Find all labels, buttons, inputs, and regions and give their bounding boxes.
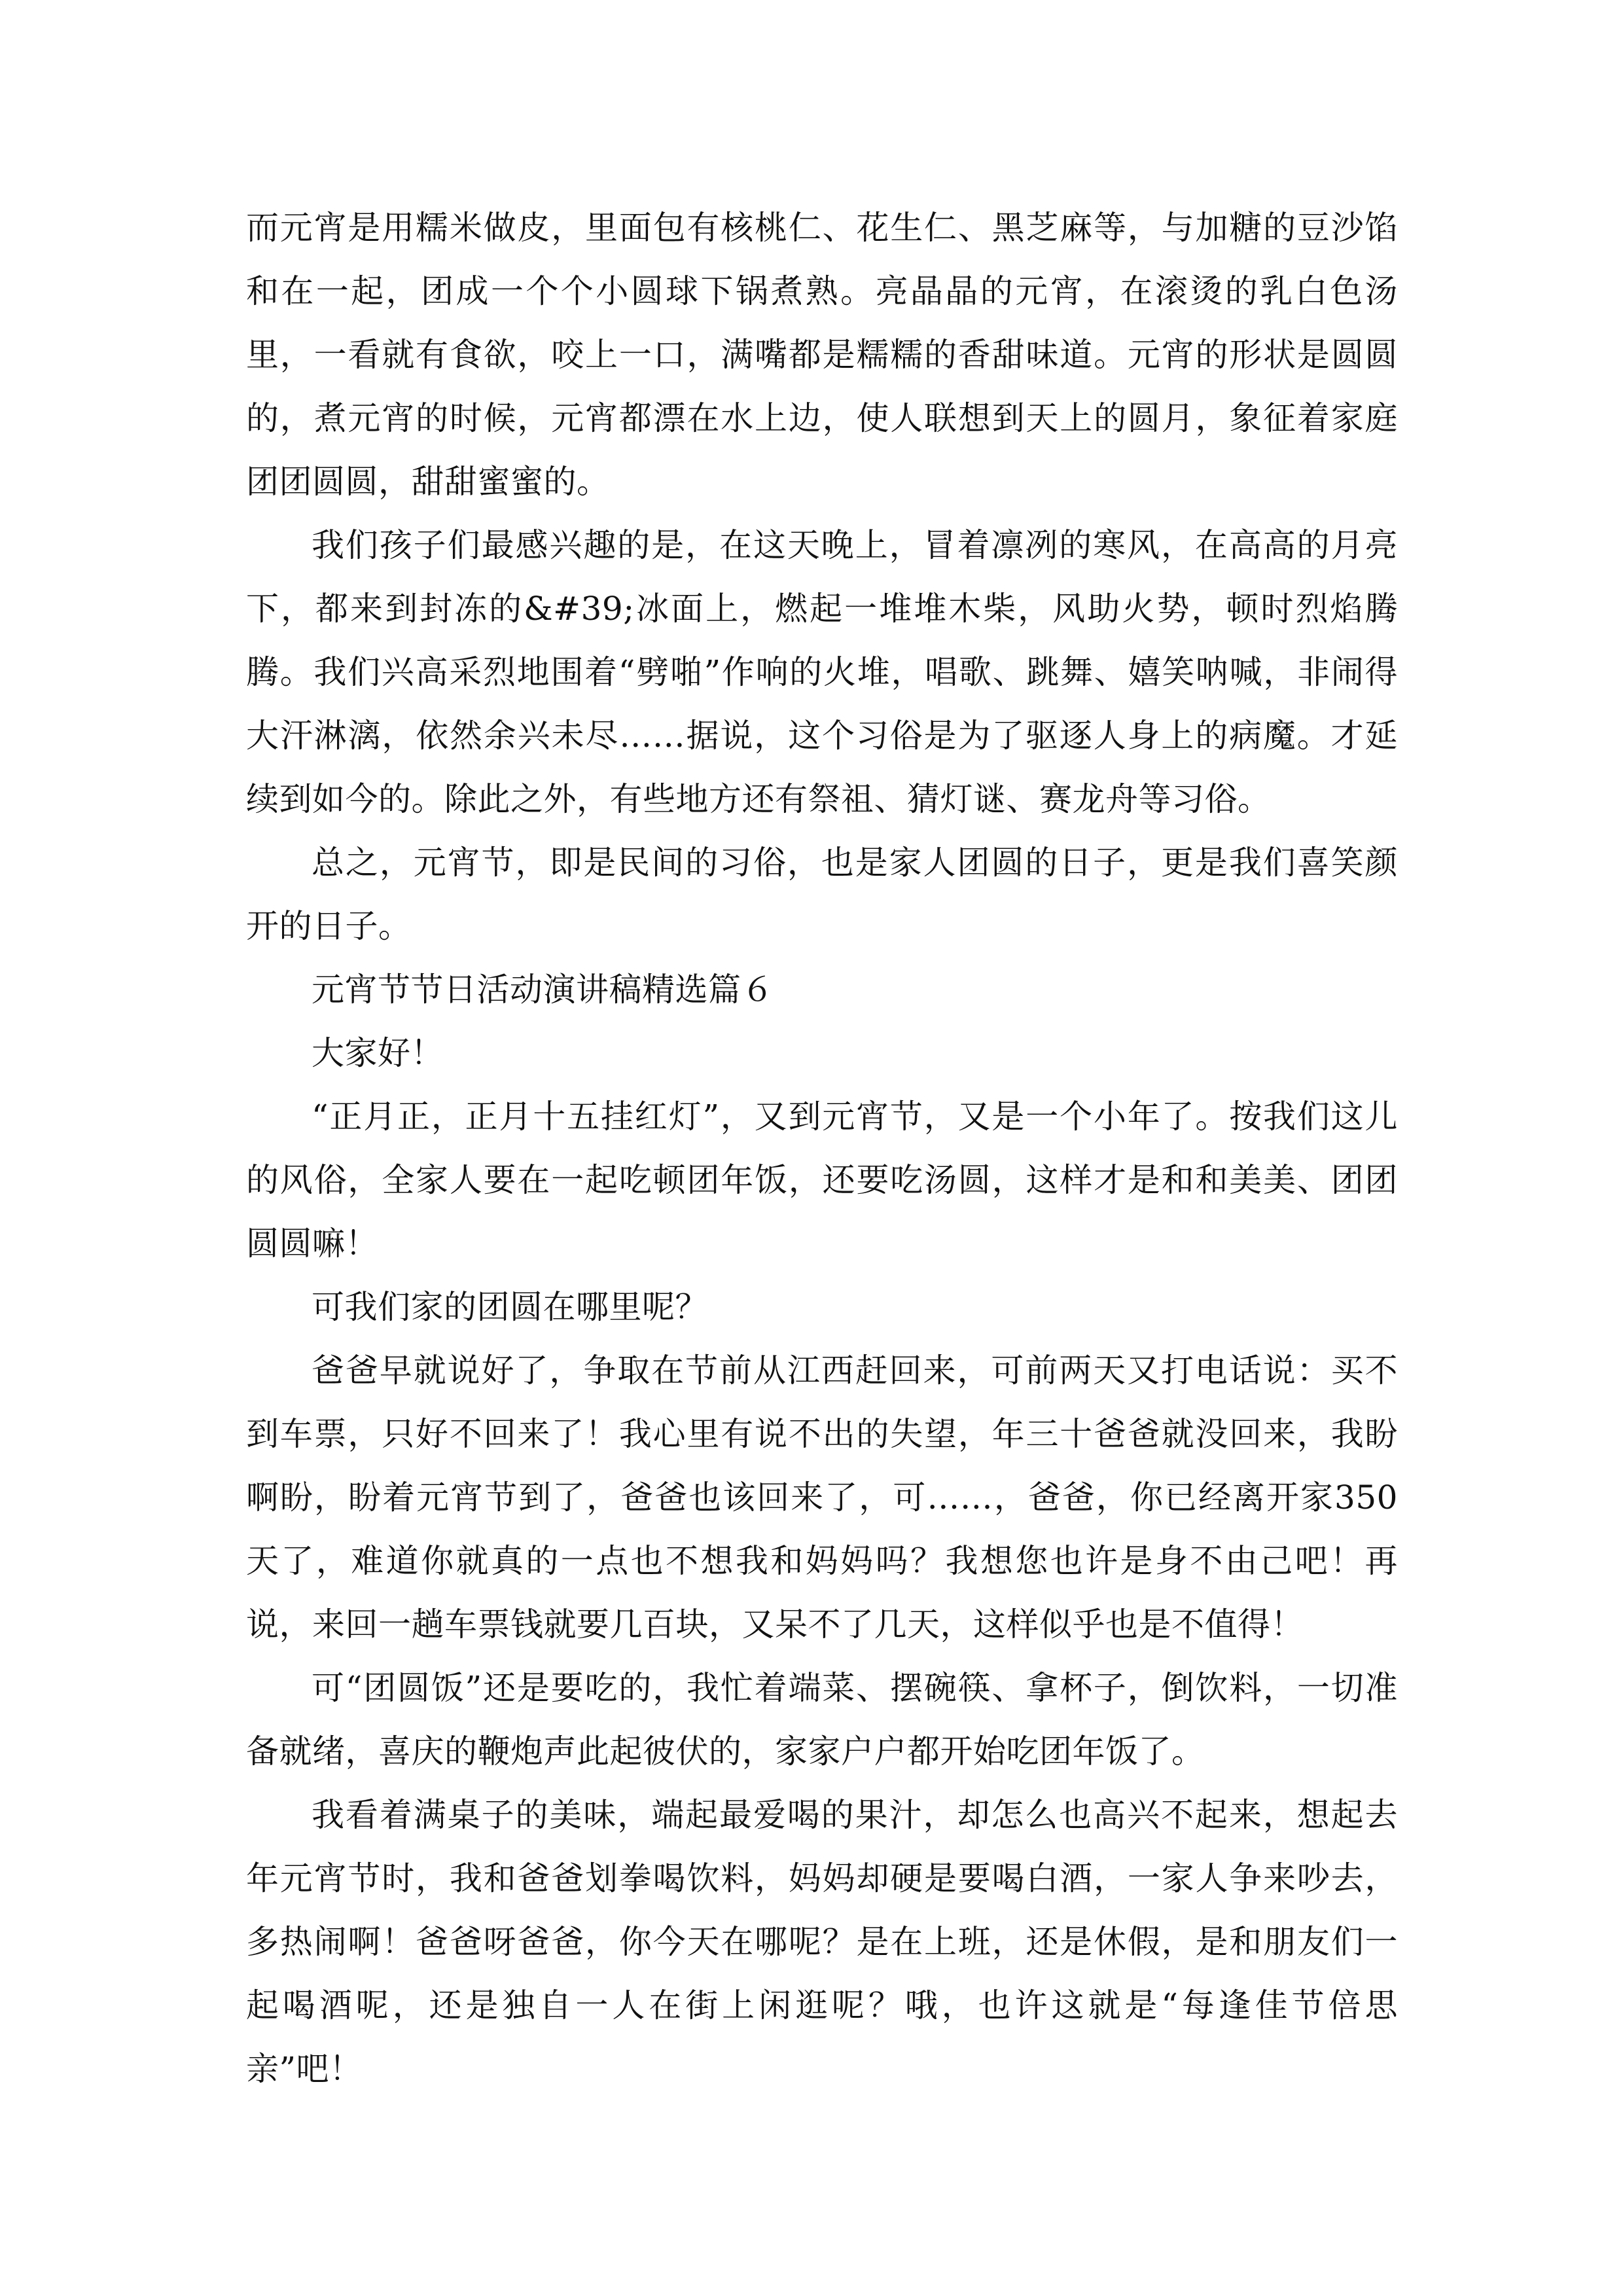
paragraph-missing-father: 我看着满桌子的美味，端起最爱喝的果汁，却怎么也高兴不起来，想起去年元宵节时，我和爸爸划拳喝饮料，妈妈却硬是要喝白酒，一家人争来吵去，多热闹啊！爸爸呀爸爸，你今天在哪呢？是在上班，还是休假，是和朋友们一起喝酒呢，还是独自一人在街上闲逛呢？哦，也许这就是“每逢佳节倍思亲”吧！ (246, 1796, 1398, 2088)
document-body (246, 196, 1398, 2101)
paragraph-lantern-festival-custom: “正月正，正月十五挂红灯”，又到元宵节，又是一个小年了。按我们这儿的风俗，全家人要在一起吃顿团年饭，还要吃汤圆，这样才是和和美美、团团圆圆嘛！ (246, 1098, 1398, 1263)
paragraph-conclusion: 总之，元宵节，即是民间的习俗，也是家人团圆的日子，更是我们喜笑颜开的日子。 (246, 844, 1398, 945)
paragraph-bonfire-custom: 我们孩子们最感兴趣的是，在这天晚上，冒着凛冽的寒风，在高高的月亮下，都来到封冻的&#39;冰面上，燃起一堆堆木柴，风助火势，顿时烈焰腾腾。我们兴高采烈地围着“劈啪”作响的火堆，唱歌、跳舞、嬉笑呐喊，非闹得大汗淋漓，依然余兴未尽……据说，这个习俗是为了驱逐人身上的病魔。才延续到如今的。除此之外，有些地方还有祭祖、猜灯谜、赛龙舟等习俗。 (246, 526, 1398, 818)
section-heading: 元宵节节日活动演讲稿精选篇６ (312, 971, 774, 1009)
paragraph-yuanxiao-description: 而元宵是用糯米做皮，里面包有核桃仁、花生仁、黑芝麻等，与加糖的豆沙馅和在一起，团成一个个小圆球下锅煮熟。亮晶晶的元宵，在滚烫的乳白色汤里，一看就有食欲，咬上一口，满嘴都是糯糯的香甜味道。元宵的形状是圆圆的，煮元宵的时候，元宵都漂在水上边，使人联想到天上的圆月，象征着家庭团团圆圆，甜甜蜜蜜的。 (246, 209, 1398, 501)
paragraph-greeting: 大家好！ (312, 1034, 444, 1072)
paragraph-father-away: 爸爸早就说好了，争取在节前从江西赶回来，可前两天又打电话说：买不到车票，只好不回来了！我心里有说不出的失望，年三十爸爸就没回来，我盼啊盼，盼着元宵节到了，爸爸也该回来了，可……，爸爸，你已经离开家350天了，难道你就真的一点也不想我和妈妈吗？我想您也许是身不由己吧！再说，来回一趟车票钱就要几百块，又呆不了几天，这样似乎也是不值得！ (246, 1352, 1398, 1643)
paragraph-question: 可我们家的团圆在哪里呢？ (312, 1288, 708, 1326)
paragraph-reunion-dinner: 可“团圆饭”还是要吃的，我忙着端菜、摆碗筷、拿杯子，倒饮料，一切准备就绪，喜庆的鞭炮声此起彼伏的，家家户户都开始吃团年饭了。 (246, 1669, 1398, 1770)
